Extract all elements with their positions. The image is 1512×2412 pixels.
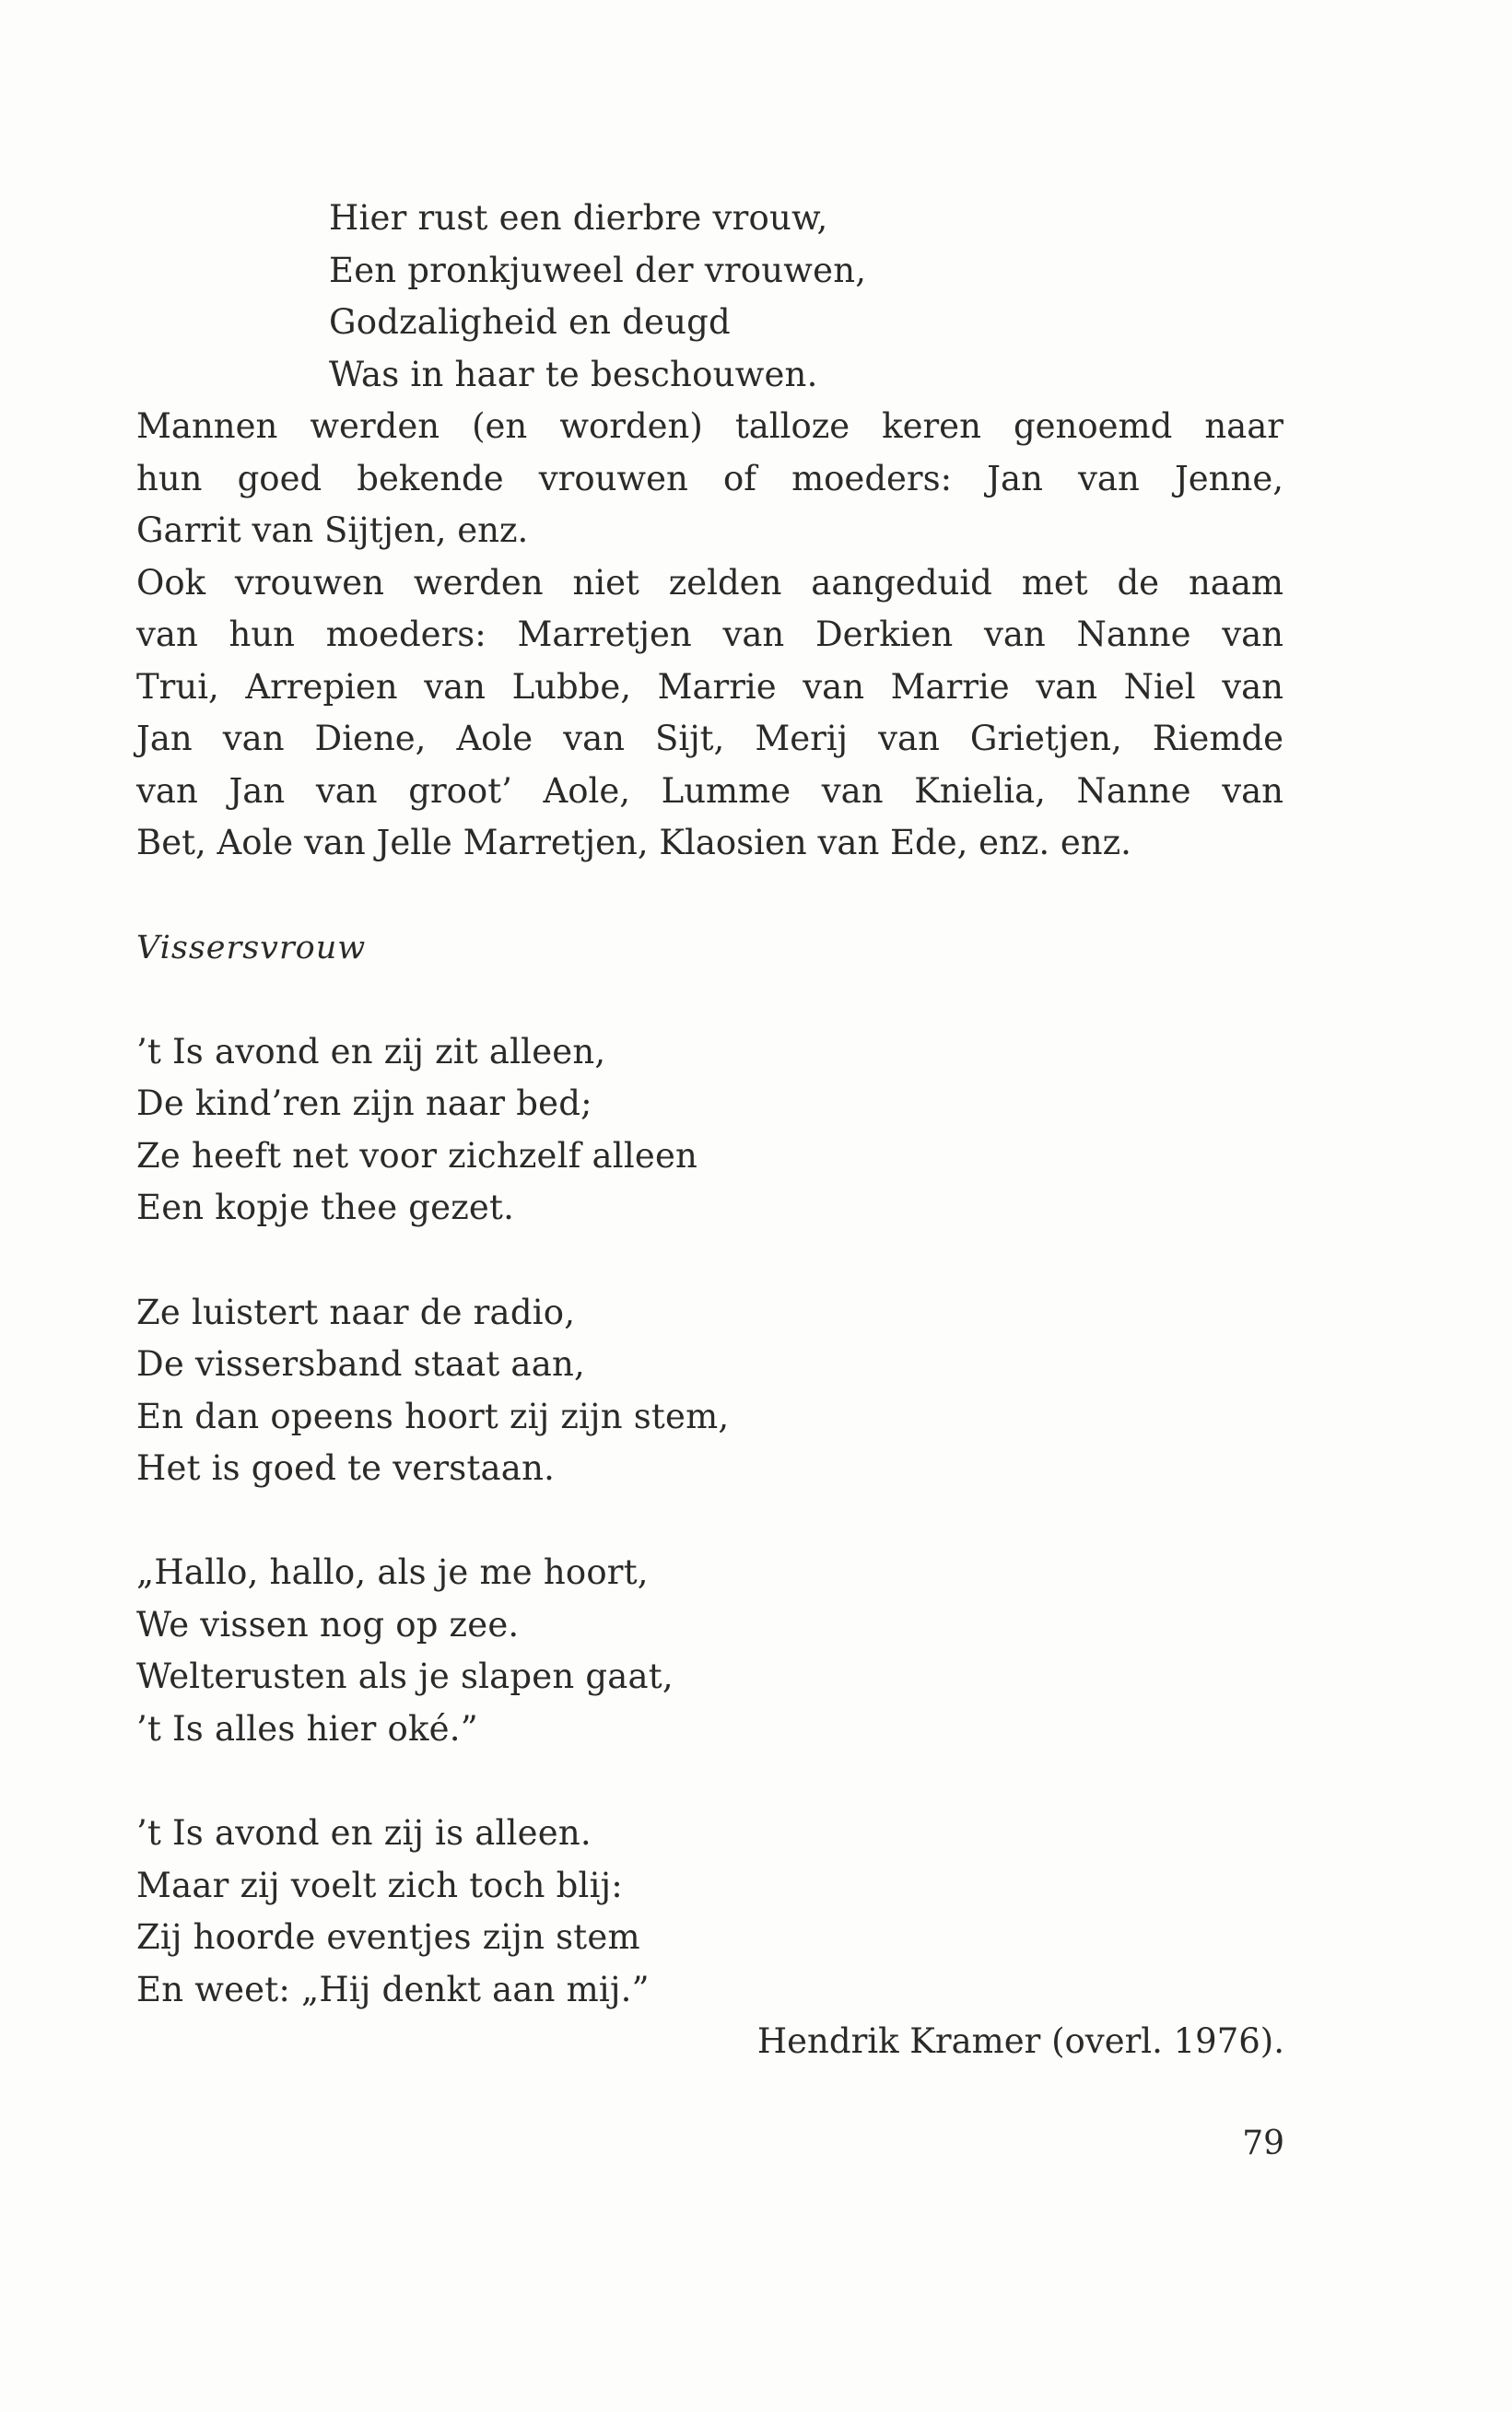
poem-line: Maar zij voelt zich toch blij: <box>136 1866 623 1905</box>
paragraph-line: Jan van Diene, Aole van Sijt, Merij van Grietjen, Riemde <box>136 719 1283 758</box>
paragraph-line: Ook vrouwen werden niet zelden aangeduid met de naam <box>136 563 1283 603</box>
page-number: 79 <box>1242 2125 1284 2162</box>
poem-line: De vissersband staat aan, <box>136 1344 585 1384</box>
paragraph-line: Mannen werden (en worden) talloze keren genoemd naar <box>136 406 1283 446</box>
poem-line: Het is goed te verstaan. <box>136 1448 556 1488</box>
paragraph-line: Bet, Aole van Jelle Marretjen, Klaosien van Ede, enz. enz. <box>136 823 1131 862</box>
poem-line: Een kopje thee gezet. <box>136 1188 515 1227</box>
poem-line: Zij hoorde eventjes zijn stem <box>136 1917 640 1957</box>
poem-line: Ze heeft net voor zichzelf alleen <box>136 1136 698 1176</box>
poem-title: Vissersvrouw <box>136 930 367 966</box>
poem-author: Hendrik Kramer (overl. 1976). <box>756 2021 1284 2061</box>
poem-line: Ze luistert naar de radio, <box>136 1293 576 1332</box>
poem-line: ’t Is avond en zij is alleen. <box>136 1813 592 1853</box>
poem-line: We vissen nog op zee. <box>136 1605 520 1645</box>
poem-line: „Hallo, hallo, als je me hoort, <box>136 1552 649 1592</box>
paragraph-line: van Jan van groot’ Aole, Lumme van Knielia, Nanne van <box>136 771 1283 811</box>
paragraph-line: hun goed bekende vrouwen of moeders: Jan van Jenne, <box>136 459 1283 498</box>
poem-line: ’t Is avond en zij zit alleen, <box>136 1032 606 1071</box>
paragraph-line: Trui, Arrepien van Lubbe, Marrie van Marrie van Niel van <box>136 667 1283 707</box>
paragraph-line: van hun moeders: Marretjen van Derkien van Nanne van <box>136 615 1283 654</box>
poem-line: De kind’ren zijn naar bed; <box>136 1083 592 1123</box>
poem-line: ’t Is alles hier oké.” <box>136 1709 478 1749</box>
epitaph-line: Godzaligheid en deugd <box>329 302 731 342</box>
paragraph-line: Garrit van Sijtjen, enz. <box>136 510 529 550</box>
poem-line: En dan opeens hoort zij zijn stem, <box>136 1397 730 1436</box>
epitaph-line: Was in haar te beschouwen. <box>329 355 818 394</box>
poem-line: Welterusten als je slapen gaat, <box>136 1657 674 1696</box>
epitaph-line: Een pronkjuweel der vrouwen, <box>329 251 867 290</box>
epitaph-line: Hier rust een dierbre vrouw, <box>329 198 828 238</box>
poem-line: En weet: „Hij denkt aan mij.” <box>136 1970 650 2009</box>
